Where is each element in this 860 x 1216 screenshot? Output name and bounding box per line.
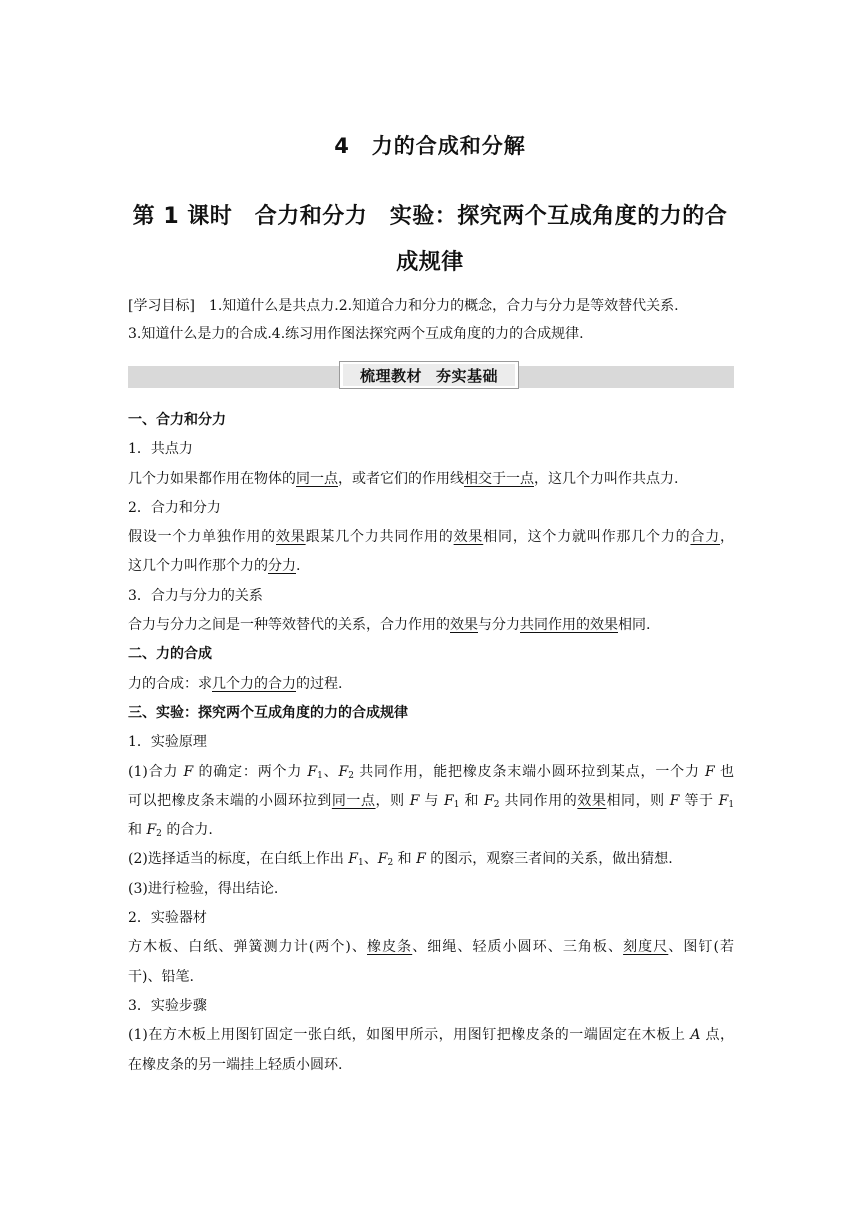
paragraph-resultant-component: 假设一个力单独作用的效果跟某几个力共同作用的效果相同，这个力就叫作那几个力的合力， [128, 529, 735, 546]
blank-answer: 共同作用的效果 [520, 617, 618, 634]
chapter-title: 4 力的合成和分解 [334, 134, 526, 158]
subheading-steps: 3．实验步骤 [128, 997, 207, 1014]
subheading-relationship: 3．合力与分力的关系 [128, 587, 263, 604]
paragraph-principle-1: (1)合力 F 的确定：两个力 $F_1$、$F_2$ 共同作用，能把橡皮条末端小圆环拉到某点，一个力 F 也 [128, 763, 735, 781]
lesson-title [128, 194, 732, 286]
paragraph-principle-4: (2)选择适当的标度，在白纸上作出 $F_1$、$F_2$ 和 F 的图示，观察三者间的关系，做出猜想. [128, 851, 673, 869]
paragraph-principle-3: 和 $F_2$ 的合力. [128, 822, 213, 840]
paragraph-steps-1: (1)在方木板上用图钉固定一张白纸，如图甲所示，用图钉把橡皮条的一端固定在木板上 A 点， [128, 1027, 734, 1044]
blank-answer: 刻度尺 [623, 939, 669, 956]
subheading-materials: 2．实验器材 [128, 910, 207, 927]
main-content [128, 406, 734, 1080]
subheading-principle: 1．实验原理 [128, 734, 207, 751]
section-heading-3: 三、实验：探究两个互成角度的力的合成规律 [128, 704, 408, 721]
subheading-concurrent-forces: 1．共点力 [128, 441, 193, 458]
paragraph-composition: 力的合成：求几个力的合力的过程. [128, 675, 343, 692]
learning-goals-line-1: [学习目标] 1.知道什么是共点力.2.知道合力和分力的概念，合力与分力是等效替代关系. [128, 298, 679, 314]
blank-answer: 合力 [690, 529, 721, 546]
banner-label-right: 夯实基础 [436, 366, 499, 385]
section-heading-2: 二、力的合成 [128, 646, 212, 663]
lesson-title-line-2: 成规律 [396, 250, 464, 275]
learning-goals-line-2: 3.知道什么是力的合成.4.练习用作图法探究两个互成角度的力的合成规律. [128, 326, 584, 342]
paragraph-principle-2: 可以把橡皮条末端的小圆环拉到同一点，则 F 与 $F_1$ 和 $F_2$ 共同作用的效果相同，则 F 等于 $F_1$ [128, 792, 735, 810]
paragraph-steps-2: 在橡皮条的另一端挂上轻质小圆环. [128, 1056, 343, 1073]
blank-answer: 相交于一点 [464, 470, 534, 487]
section-heading-1: 一、合力和分力 [128, 412, 226, 428]
blank-answer: 效果 [453, 529, 484, 546]
subheading-resultant-component: 2．合力和分力 [128, 499, 221, 516]
blank-answer: 同一点 [331, 792, 376, 809]
blank-answer: 同一点 [296, 470, 338, 487]
paragraph-materials-1: 方木板、白纸、弹簧测力计(两个)、橡皮条、细绳、轻质小圆环、三角板、刻度尺、图钉(若 [128, 939, 735, 956]
section-banner [128, 366, 734, 388]
section-banner-box [339, 361, 519, 389]
blank-answer: 效果 [577, 792, 607, 809]
paragraph-relationship: 合力与分力之间是一种等效替代的关系，合力作用的效果与分力共同作用的效果相同. [128, 617, 651, 634]
blank-answer: 效果 [276, 529, 306, 546]
learning-goals [128, 292, 734, 348]
paragraph-resultant-component-cont: 这几个力叫作那个力的分力. [128, 558, 301, 575]
banner-label-left: 梳理教材 [359, 366, 422, 385]
lesson-title-line-1: 第 1 课时 合力和分力 实验：探究两个互成角度的力的合 [132, 204, 728, 229]
paragraph-materials-2: 干)、铅笔. [128, 968, 194, 985]
blank-answer: 几个力的合力 [212, 675, 296, 692]
blank-answer: 橡皮条 [367, 939, 413, 956]
blank-answer: 分力 [268, 558, 296, 575]
paragraph-concurrent-forces: 几个力如果都作用在物体的同一点，或者它们的作用线相交于一点，这几个力叫作共点力. [128, 470, 679, 487]
paragraph-principle-5: (3)进行检验，得出结论. [128, 880, 279, 897]
blank-answer: 效果 [450, 617, 478, 634]
